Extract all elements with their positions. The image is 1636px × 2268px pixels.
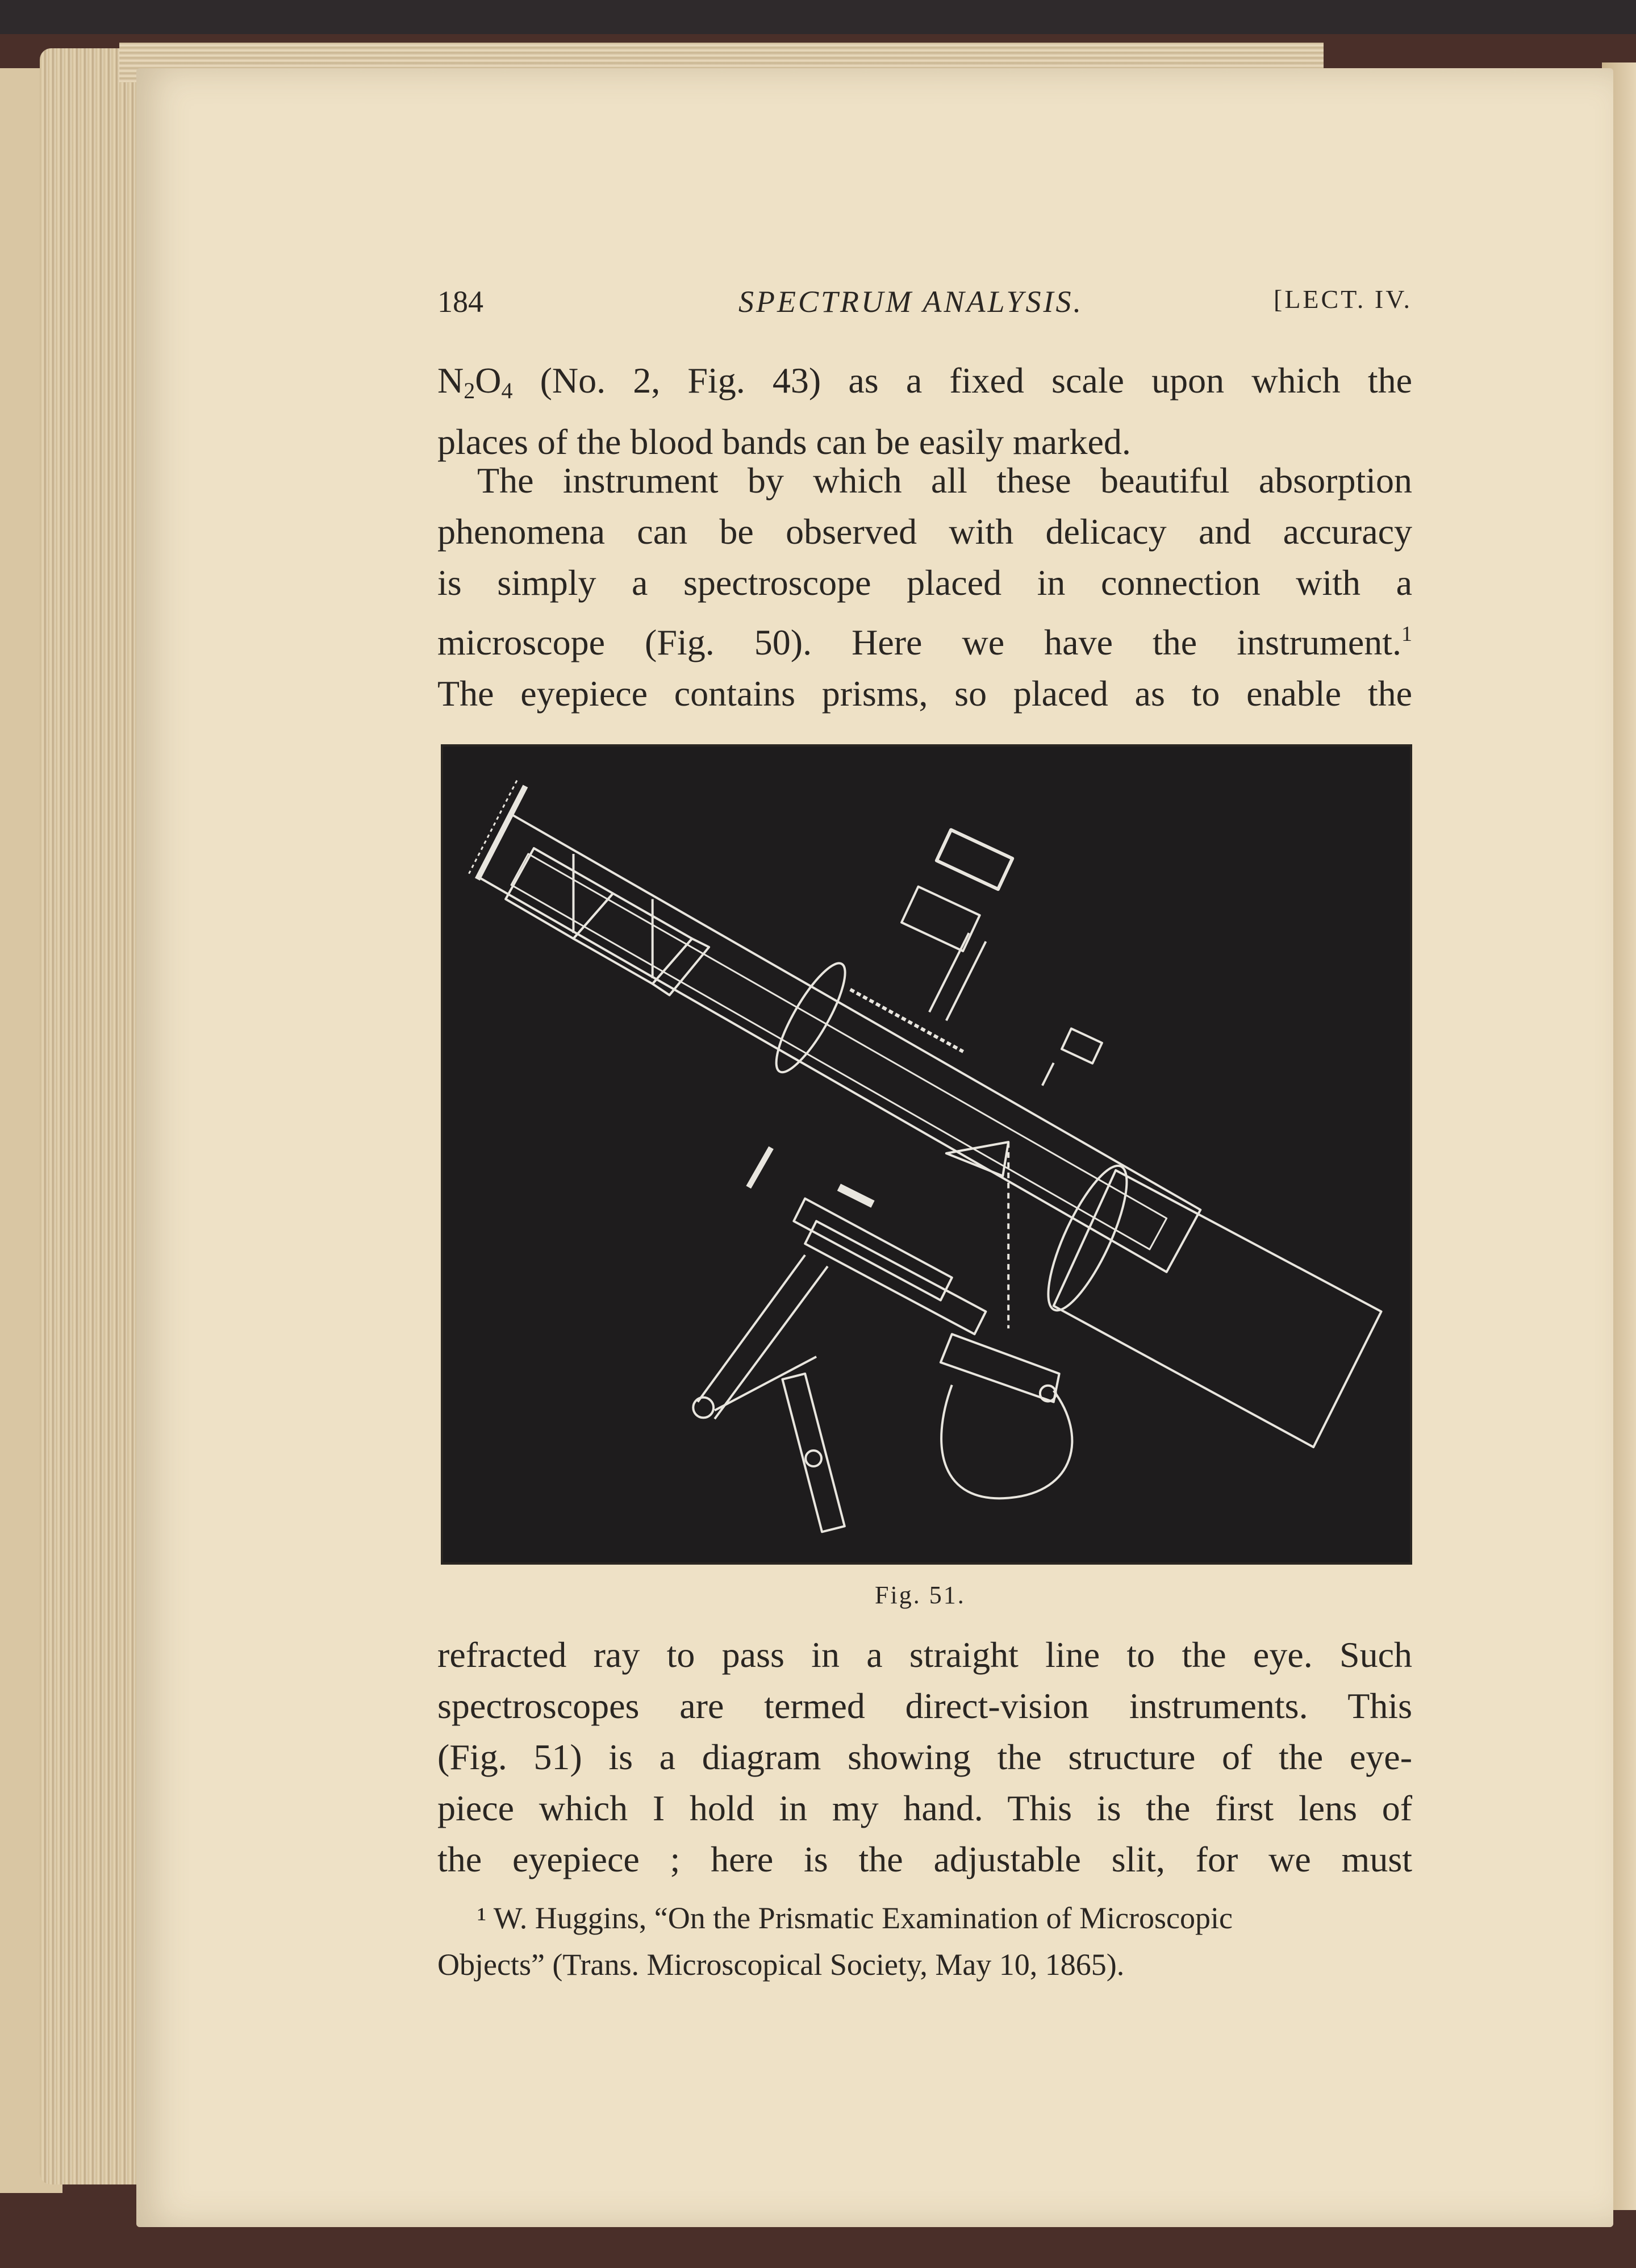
- paragraph-line: The eyepiece contains prisms, so placed as to enable the: [437, 673, 1412, 714]
- page-number: 184: [437, 285, 483, 319]
- section-reference: [LECT. IV.: [1274, 285, 1412, 314]
- running-title: SPECTRUM ANALYSIS.: [738, 285, 1083, 319]
- spectroscope-eyepiece-diagram: [443, 747, 1410, 1562]
- small-prism: [946, 1142, 1008, 1176]
- footnote-line: Objects” (Trans. Microscopical Society, May 10, 1865).: [437, 1948, 1125, 1982]
- page-header: [437, 284, 1412, 330]
- paragraph-line: places of the blood bands can be easily marked.: [437, 422, 1131, 462]
- formula-o: O: [475, 360, 502, 401]
- eyepiece-tube-outline: [477, 814, 1200, 1272]
- paragraph-line: piece which I hold in my hand. This is the first lens of: [437, 1788, 1412, 1828]
- paragraph-line: [437, 355, 1412, 416]
- paragraph-2: [437, 455, 1412, 719]
- footnote: [437, 1895, 1414, 1988]
- knurled-cap: [477, 786, 525, 879]
- footnote-marker: 1: [1401, 622, 1412, 646]
- paragraph-1: [437, 355, 1412, 468]
- outer-cylinder: [1054, 1170, 1382, 1447]
- footnote-line: ¹ W. Huggins, “On the Prismatic Examination of Microscopic: [477, 1901, 1233, 1935]
- scale-rod: [782, 1374, 844, 1532]
- paragraph-line: The instrument by which all these beautiful absorption: [477, 460, 1412, 501]
- small-screw: [1062, 1028, 1102, 1063]
- adjustment-screw: [850, 830, 1012, 1052]
- figure-51-engraving: [441, 744, 1412, 1565]
- second-lens: [1034, 1157, 1142, 1319]
- formula-subscript: 2: [464, 378, 475, 403]
- formula-subscript: 4: [501, 378, 513, 403]
- paragraph-line: [437, 608, 1412, 668]
- paragraph-line: is simply a spectroscope placed in connection with a: [437, 562, 1412, 603]
- paragraph-line: phenomena can be observed with delicacy and accuracy: [437, 511, 1412, 552]
- paragraph-line: spectroscopes are termed direct-vision instruments. This: [437, 1686, 1412, 1726]
- paragraph-line: refracted ray to pass in a straight line to the eye. Such: [437, 1635, 1412, 1675]
- figure-caption: Fig. 51.: [875, 1581, 966, 1609]
- clamp-arm: [693, 1255, 1072, 1498]
- line-text: (No. 2, Fig. 43) as a fixed scale upon which the: [512, 360, 1412, 401]
- paragraph-line: (Fig. 51) is a diagram showing the structure of the eye-: [437, 1737, 1412, 1777]
- paragraph-line: the eyepiece ; here is the adjustable slit, for we must: [437, 1839, 1412, 1879]
- cover-top-edge: [0, 0, 1636, 34]
- paragraph-3: [437, 1629, 1412, 1885]
- first-lens: [765, 956, 857, 1080]
- slit-mechanism: [749, 1148, 1059, 1402]
- line-text: microscope (Fig. 50). Here we have the instrument.: [437, 622, 1401, 662]
- formula-n: N: [437, 360, 464, 401]
